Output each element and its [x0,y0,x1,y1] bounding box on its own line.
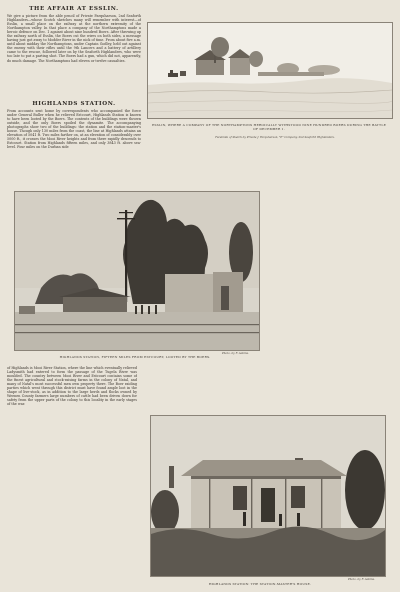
station-masters-house-caption: HIGHLANDS STATION: THE STATION-MASTER'S HOUSE. [208,582,312,586]
esslin-sketch-image [147,22,393,119]
highlands-station-credit: Photo. by F. Adams. [222,351,249,355]
section-heading-highlands: HIGHLANDS STATION. [32,101,116,107]
esslin-article-text: We give a picture from the able pencil of Private Farquharson, 2nd Seaforth Highlanders—whose Scotch sketches many will remember with interest—of Esslin, a small place on the railway at the northern extremity of the Northampton valley. In that place a company of the Northamptons made a heroic defence on Dec. 1 against about nine hundred Boers. After throwing up the railway north of Esslin, the Boers cut the wires on both sides, a message having just got away to Modder River in the nick of time. From about five a.m. until about midday the Northamptons, under Captain Godley, held out against the enemy with their rifles until the 9th Lancers and a battery of artillery came to the rescue, followed later on by the Seaforth Highlanders, who were too late to put a parting shot. The Boers had a gun, which did not, apparently, do much damage. The Northamptons had eleven or twelve casualties. [7,14,141,63]
highlands-station-caption: HIGHLANDS STATION, FIFTEEN MILES FROM ESTCOURT, LOOTED BY THE BOERS. [59,355,211,359]
highlands-station-photo [14,191,260,351]
esslin-caption: ESSLIN, WHERE A COMPANY OF THE NORTHAMPTONS HEROICALLY WITHSTOOD NINE HUNDRED BOERS DURING THE BATTLE OF DECEMBER 1. [151,123,387,131]
station-masters-house-photo [150,415,386,577]
section-heading-esslin: THE AFFAIR AT ESSLIN. [29,6,119,12]
continuation-article-text: of Highlands is Mooi River Station, where the line which eventually relieved Ladysmith had entered to form the passage of the Tugela River was moulded. The country between Mooi River and Estcourt contains some of the finest agricultural and stock-raising farms in the colony of Natal, and many of Natal's most successful men own property there. The Boer raiding parties which went through this district must have found ample loot in the shape of live-stock, as in addition to the large herds and flocks owned by Weenen County farmers large numbers of cattle had been driven down for safety from the upper parts of the colony to this locality in the early stages of the war. [7,366,137,407]
highlands-article-text: From accounts sent home by correspondents who accompanied the force under General Buller when he relieved Estcourt, Highlands Station is known to have been looted by the Boers. The contents of the buildings were thrown outside, and the only Boers spoiled the dynamite. The accompanying photographs show two of the buildings: the station and the station-master's house. Though only 130 miles from the coast, the line at Highlands attains an elevation of 5041 ft. Two miles farther on, at an elevation of considerably over 5000 ft., it crosses the Mooi River heights and from there rapidly descends to Estcourt. Station from Highlands fifteen miles, and only 3843 ft. above sea-level. Four miles on the Durban side [7,109,141,150]
esslin-credit: Facsimile of Sketch by Private J. Farquharson, "E" Company, 2nd Seaforth Highlanders. [215,135,335,139]
station-masters-house-credit: Photo. by F. Adams. [348,577,375,581]
